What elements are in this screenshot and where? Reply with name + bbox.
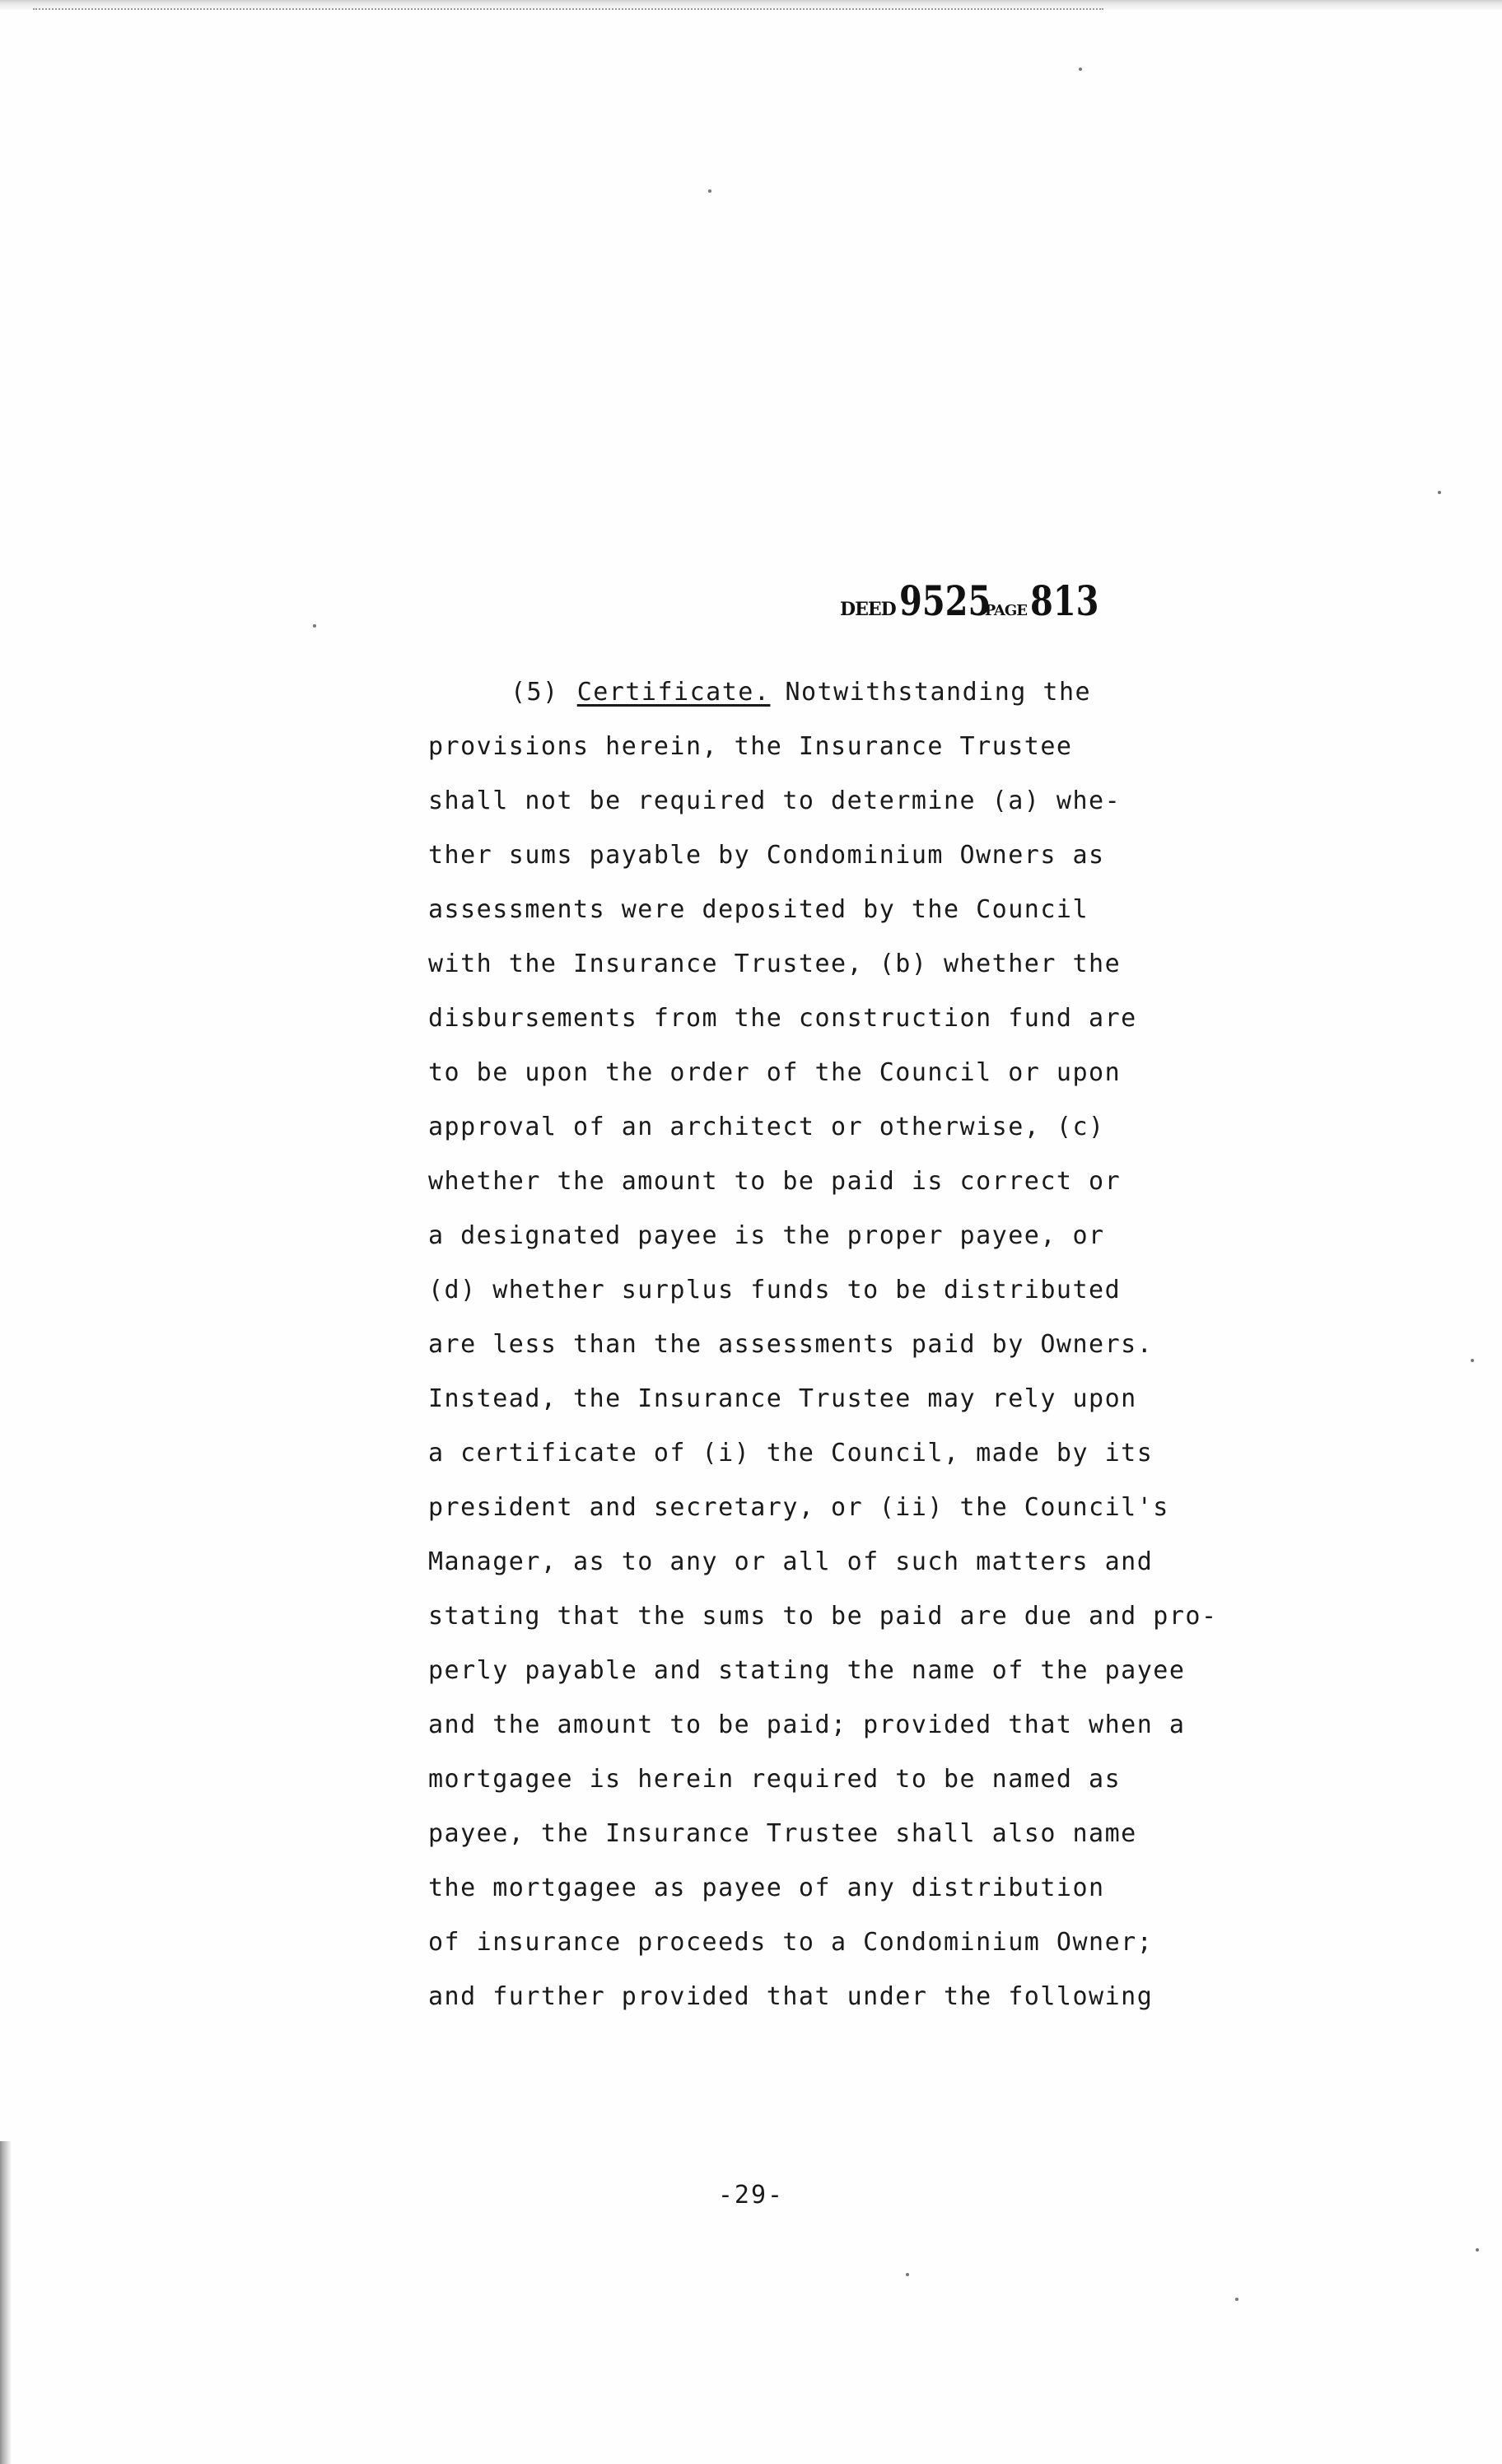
text-line: president and secretary, or (ii) the Council's	[428, 1493, 1169, 1522]
scan-speck	[906, 2273, 909, 2276]
text-line: and the amount to be paid; provided that when a	[428, 1710, 1186, 1739]
text-line: mortgagee is herein required to be named as	[428, 1765, 1122, 1794]
text-line: assessments were deposited by the Council	[428, 895, 1089, 924]
text-line: and further provided that under the following	[428, 1982, 1154, 2011]
scan-speck	[1235, 2298, 1238, 2301]
scan-speck	[708, 189, 711, 193]
text-line: whether the amount to be paid is correct or	[428, 1167, 1122, 1196]
text-line: stating that the sums to be paid are due and pro-	[428, 1602, 1218, 1631]
text-line: disbursements from the construction fund are	[428, 1004, 1137, 1033]
scan-speck	[1471, 1359, 1474, 1362]
section-heading-line	[428, 665, 1252, 720]
scan-top-marks	[33, 3, 1103, 10]
deed-book-page-stamp	[840, 576, 1186, 626]
text-line: perly payable and stating the name of the payee	[428, 1656, 1186, 1685]
text-line: Manager, as to any or all of such matters and	[428, 1547, 1154, 1576]
text-line: to be upon the order of the Council or upon	[428, 1058, 1122, 1087]
text-line: a designated payee is the proper payee, or	[428, 1221, 1105, 1250]
scan-speck	[313, 624, 316, 628]
text-line: Instead, the Insurance Trustee may rely upon	[428, 1384, 1137, 1413]
book-number: 9525	[898, 576, 991, 625]
section-body	[428, 665, 1252, 2024]
text-line: a certificate of (i) the Council, made by its	[428, 1439, 1154, 1468]
text-line: (d) whether surplus funds to be distributed	[428, 1276, 1122, 1304]
text-line: with the Insurance Trustee, (b) whether the	[428, 950, 1122, 978]
text-line: approval of an architect or otherwise, (c)	[428, 1113, 1105, 1141]
section-first-line-text: Notwithstanding the	[785, 678, 1092, 707]
text-line: are less than the assessments paid by Owners.	[428, 1330, 1154, 1359]
book-label: DEED	[840, 599, 896, 620]
page-label: PAGE	[984, 602, 1027, 619]
scan-speck	[1079, 68, 1082, 71]
text-line: the mortgagee as payee of any distribution	[428, 1874, 1105, 1902]
page-number: 813	[1030, 576, 1099, 625]
text-line: of insurance proceeds to a Condominium Owner;	[428, 1928, 1154, 1957]
scan-speck	[1438, 491, 1441, 494]
section-number: (5)	[511, 678, 559, 707]
text-line: payee, the Insurance Trustee shall also name	[428, 1819, 1137, 1848]
text-line: shall not be required to determine (a) whe-	[428, 786, 1122, 815]
page-footer-number: -29-	[717, 2181, 785, 2210]
text-line: ther sums payable by Condominium Owners as	[428, 841, 1105, 870]
text-line: provisions herein, the Insurance Trustee	[428, 732, 1073, 761]
scan-speck	[1476, 2248, 1479, 2252]
section-title: Certificate.	[576, 678, 771, 707]
